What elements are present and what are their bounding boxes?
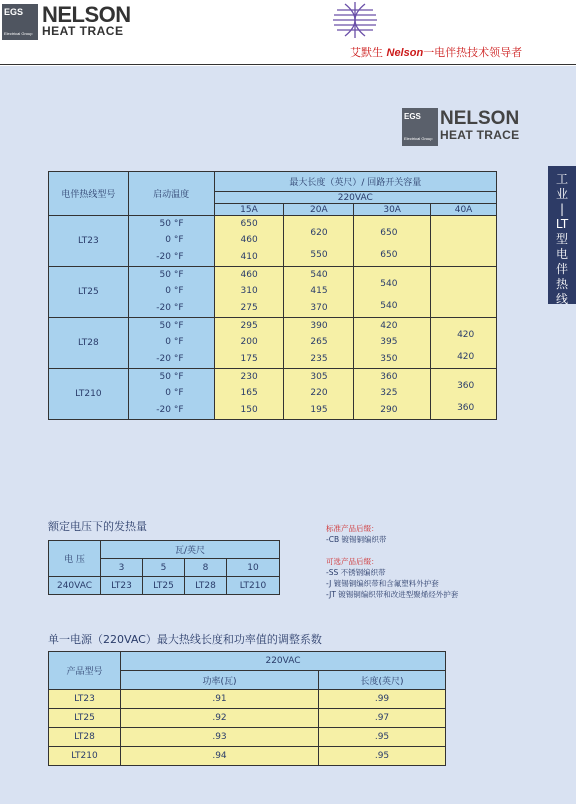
table-row [49, 216, 497, 267]
optional-suffix-title: 可选产品后缀： [326, 557, 379, 566]
page-egs-subtext: Electrical Group [404, 136, 433, 141]
model-cell: LT28 [49, 318, 129, 369]
watt-header: 10 [226, 559, 279, 577]
top-header [0, 0, 576, 66]
voltage-header: 220VAC [214, 192, 496, 204]
length-value: 360 [457, 380, 475, 391]
rated-output-table [48, 540, 280, 595]
table-row [49, 577, 280, 595]
col-unit-header: 瓦/英尺 [101, 541, 280, 559]
length-value: 220 [310, 388, 328, 399]
table-row [49, 709, 446, 728]
length-value: 310 [240, 286, 258, 297]
egs-badge [2, 4, 38, 40]
length-value: 195 [310, 405, 328, 416]
voltage-header: 220VAC [121, 652, 446, 671]
temp-value: 0 °F [165, 235, 184, 246]
col-length-header: 长度(英尺) [319, 671, 446, 690]
model-cell: LT210 [49, 747, 121, 766]
page-nelson-logo [402, 106, 528, 148]
length-value: 360 [457, 402, 475, 413]
table-row [49, 690, 446, 709]
length-value: 290 [380, 405, 398, 416]
side-tab-char: 工 [555, 172, 568, 186]
model-cell: LT25 [142, 577, 184, 595]
table-row [49, 728, 446, 747]
length-value: 420 [380, 320, 398, 331]
temp-value: 50 °F [159, 320, 184, 331]
length-value: 230 [240, 371, 258, 382]
length-value: 350 [380, 354, 398, 365]
length-value: 165 [240, 388, 258, 399]
watt-header: 5 [142, 559, 184, 577]
temp-value: 50 °F [159, 371, 184, 382]
length-value: 420 [457, 329, 475, 340]
length-factor-cell: .95 [319, 728, 446, 747]
length-value: 325 [380, 388, 398, 399]
table-row [49, 369, 497, 420]
length-value: 460 [240, 235, 258, 246]
tagline-prefix: 艾默生 [350, 46, 387, 59]
amp-header: 15A [214, 204, 284, 216]
length-value: 620 [310, 227, 328, 238]
model-cell: LT28 [49, 728, 121, 747]
side-tab-char: 热 [555, 277, 568, 291]
model-cell: LT210 [226, 577, 279, 595]
length-value: 540 [380, 278, 398, 289]
table-row [49, 318, 497, 369]
temp-value: -20 °F [156, 252, 184, 263]
amp-header: 30A [354, 204, 431, 216]
amp-header: 40A [431, 204, 497, 216]
page-egs-badge [402, 108, 438, 146]
length-factor-cell: .99 [319, 690, 446, 709]
length-value: 295 [240, 320, 258, 331]
power-factor-cell: .92 [121, 709, 319, 728]
tagline-brand: Nelson [386, 47, 424, 59]
page-brand-subname: HEAT TRACE [440, 128, 520, 142]
col-max-length-header: 最大长度（英尺）/ 回路开关容量 [214, 172, 496, 192]
header-divider [0, 64, 576, 65]
page-egs-text: EGS [404, 112, 421, 121]
side-tab-char: 电 [555, 247, 568, 261]
side-tab-char: 伴 [555, 262, 568, 276]
temp-value: 50 °F [159, 218, 184, 229]
model-cell: LT25 [49, 267, 129, 318]
length-value: 650 [240, 218, 258, 229]
col-power-header: 功率(瓦) [121, 671, 319, 690]
nelson-logo [2, 2, 152, 42]
col-model-header: 产品型号 [49, 652, 121, 690]
section2-title: 额定电压下的发热量 [48, 520, 147, 533]
temp-value: 0 °F [165, 388, 184, 399]
temp-value: 50 °F [159, 269, 184, 280]
length-value: 200 [240, 337, 258, 348]
tagline [350, 44, 522, 60]
optional-suffix-item: -JT 镀锡铜编织带和改进型聚烯烃外护套 [326, 590, 459, 599]
side-tab-char: 业 [555, 187, 568, 201]
col-model-header: 电伴热线型号 [49, 172, 129, 216]
circuit-breaker-table [48, 171, 497, 420]
length-value: 410 [240, 252, 258, 263]
model-cell: LT23 [101, 577, 143, 595]
temp-value: -20 °F [156, 354, 184, 365]
length-value: 540 [310, 269, 328, 280]
tagline-suffix: 一电伴热技术领导者 [423, 46, 523, 59]
table-row [49, 747, 446, 766]
side-tab [548, 166, 576, 304]
temp-value: 0 °F [165, 337, 184, 348]
length-value: 415 [310, 286, 328, 297]
length-factor-cell: .95 [319, 747, 446, 766]
length-value: 420 [457, 351, 475, 362]
adjustment-factor-table [48, 651, 446, 766]
brand-name: NELSON [42, 2, 131, 27]
model-cell: LT23 [49, 216, 129, 267]
length-value: 150 [240, 405, 258, 416]
watt-header: 8 [184, 559, 226, 577]
col-voltage-header: 电 压 [49, 541, 101, 577]
length-value: 650 [380, 227, 398, 238]
emerson-globe-icon [331, 0, 379, 40]
model-cell: LT28 [184, 577, 226, 595]
side-tab-char: 型 [555, 232, 568, 246]
egs-badge-text: EGS [4, 7, 24, 17]
length-value: 395 [380, 337, 398, 348]
side-tab-char: LT [555, 217, 569, 231]
power-factor-cell: .91 [121, 690, 319, 709]
temp-value: -20 °F [156, 405, 184, 416]
length-value: 550 [310, 249, 328, 260]
length-value: 235 [310, 354, 328, 365]
standard-suffix-item: -CB 镀锡铜编织带 [326, 535, 387, 544]
optional-suffix-item: -J 镀锡铜编织带和含氟塑料外护套 [326, 579, 439, 588]
length-value: 275 [240, 303, 258, 314]
length-value: 540 [380, 300, 398, 311]
temp-value: 0 °F [165, 286, 184, 297]
length-factor-cell: .97 [319, 709, 446, 728]
power-factor-cell: .93 [121, 728, 319, 747]
suffix-notes [326, 523, 458, 600]
power-factor-cell: .94 [121, 747, 319, 766]
section3-title: 单一电源（220VAC）最大热线长度和功率值的调整系数 [48, 633, 322, 646]
length-value: 370 [310, 303, 328, 314]
standard-suffix-title: 标准产品后缀： [326, 524, 379, 533]
model-cell: LT23 [49, 690, 121, 709]
amp-header: 20A [284, 204, 354, 216]
side-tab-char: | [559, 202, 565, 216]
model-cell: LT25 [49, 709, 121, 728]
length-value: 390 [310, 320, 328, 331]
length-value: 460 [240, 269, 258, 280]
side-tab-char: 线 [555, 292, 568, 306]
table-row [49, 267, 497, 318]
brand-subname: HEAT TRACE [42, 24, 124, 38]
length-value: 650 [380, 249, 398, 260]
egs-badge-subtext: Electrical Group [4, 31, 33, 36]
length-value: 360 [380, 371, 398, 382]
page-brand-name: NELSON [440, 108, 520, 129]
length-value: 305 [310, 371, 328, 382]
col-start-temp-header: 启动温度 [128, 172, 214, 216]
length-value: 175 [240, 354, 258, 365]
model-cell: LT210 [49, 369, 129, 420]
watt-header: 3 [101, 559, 143, 577]
optional-suffix-item: -SS 不锈钢编织带 [326, 568, 386, 577]
length-value: 265 [310, 337, 328, 348]
voltage-cell: 240VAC [49, 577, 101, 595]
temp-value: -20 °F [156, 303, 184, 314]
